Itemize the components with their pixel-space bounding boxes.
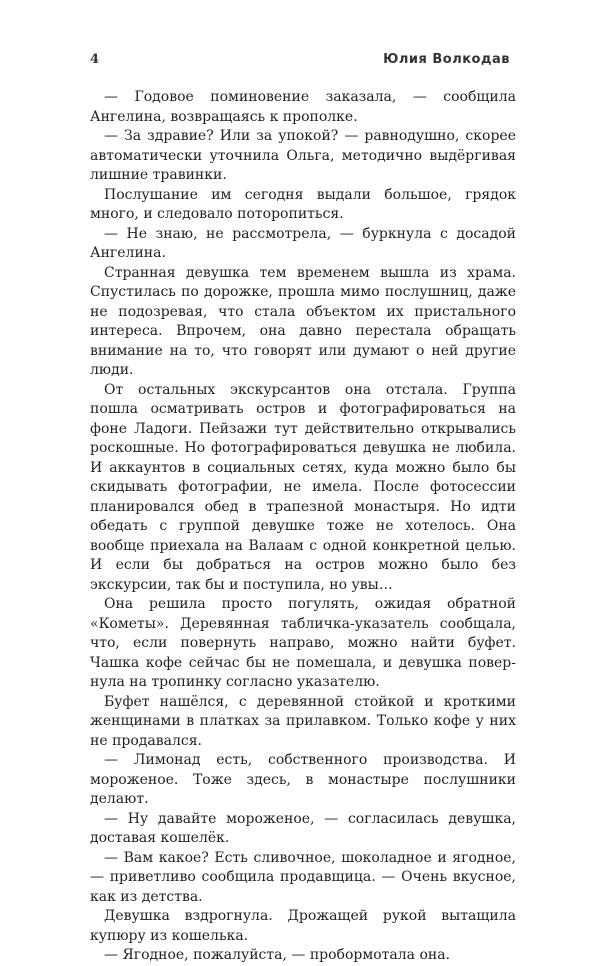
paragraph: — Вам какое? Есть сливочное, шоколадное и ягодное, — приветливо сообщила продавщица. — Очень вкусное, как из детства. [90, 849, 516, 905]
paragraph: Она решила просто погулять, ожидая обратной «Кометы». Деревянная табличка-указатель сообщала, что, если повернуть направо, можно найти буфет. Чашка кофе сейчас бы не помешала, и девушка повернула на тропинку согласно указателю. [90, 596, 516, 690]
paragraph: От остальных экскурсантов она отстала. Группа пошла осматривать остров и фотографироваться на фоне Ладоги. Пейзажи тут действительно открывались роскошные. Но фотографироваться девушка не любила. И аккаунтов в социальных сетях, куда можно было бы скидывать фотографии, не имела. После фотосессии планировался обед в трапезной монастыря. Но идти обедать с группой девушке тоже не хотелось. Она вообще приехала на Валаам с одной конкретной целью. И если бы добраться на остров можно было без экскурсии, так бы и поступила, но увы… [90, 381, 516, 593]
paragraph: — За здравие? Или за упокой? — равнодушно, скорее автоматически уточнила Ольга, методично выдёргивая лишние травинки. [90, 128, 516, 183]
paragraph: — Годовое поминовение заказала, — сообщила Ангелина, возвращаясь к прополке. [90, 89, 516, 125]
paragraph: — Не знаю, не рассмотрела, — буркнула с досадой Ангелина. [90, 225, 516, 261]
body-text [90, 88, 516, 966]
paragraph: Странная девушка тем временем вышла из храма. Спустилась по дорожке, прошла мимо послушниц, даже не подозревая, что стала объектом их пристального интереса. Впрочем, она давно перестала обращать внимание на то, что говорят или думают о ней другие люди. [90, 264, 516, 378]
page-number: 4 [90, 52, 100, 67]
running-head-author: Юлия Волкодав [383, 52, 510, 67]
paragraph: Буфет нашёлся, с деревянной стойкой и кроткими женщинами в платках за прилавком. Только кофе у них не продавался. [90, 693, 516, 749]
paragraph: — Лимонад есть, собственного производства. И мороженое. Тоже здесь, в монастыре послушники делают. [90, 752, 516, 807]
paragraph: Послушание им сегодня выдали большое, грядок много, и следовало поторопиться. [90, 186, 516, 222]
paragraph: — Ну давайте мороженое, — согласилась девушка, доставая кошелёк. [90, 810, 516, 846]
paragraph: — Ягодное, пожалуйста, — пробормотала она. [104, 947, 451, 963]
running-header [90, 52, 510, 72]
paragraph: Девушка вздрогнула. Дрожащей рукой вытащила купюру из кошелька. [90, 908, 516, 944]
